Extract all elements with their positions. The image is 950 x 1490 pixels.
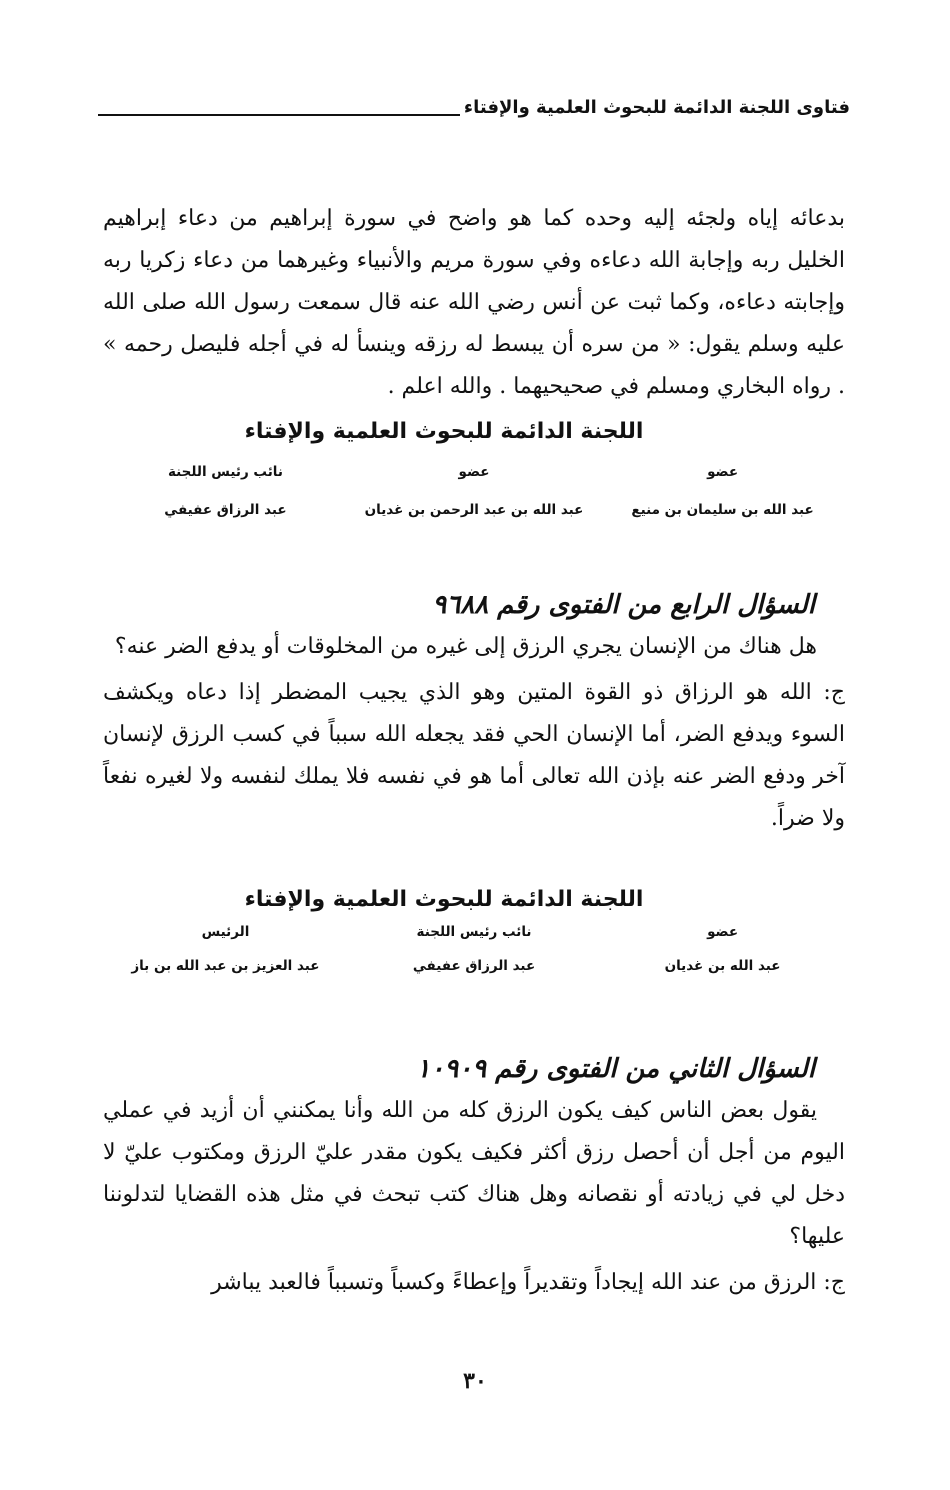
signature-names xyxy=(103,958,845,974)
question-2-block xyxy=(103,1048,845,1304)
signature-role: عضو xyxy=(458,464,490,480)
signature-roles xyxy=(103,464,845,480)
question-heading: السؤال الرابع من الفتوى رقم ٩٦٨٨ xyxy=(432,590,815,620)
committee-signature-1 xyxy=(103,412,845,518)
answer-text: ج: الله هو الرزاق ذو القوة المتين وهو الذي يجيب المضطر إذا دعاه ويكشف السوء ويدفع الضر، أما الإنسان الحي فقد يجعله الله سبباً في كسب الرزق لإنسان آخر ودفع الضر عنه بإذن الله تعالى أما هو في نفسه فلا يملك لنفسه ولا لغيره نفعاً ولا ضراً. xyxy=(103,680,845,831)
answer-text: ج: الرزق من عند الله إيجاداً وتقديراً وإعطاءً وكسباً وتسبباً فالعبد يباشر xyxy=(211,1270,845,1295)
signature-role: نائب رئيس اللجنة xyxy=(167,464,283,480)
signature-roles xyxy=(103,924,845,940)
question-text: يقول بعض الناس كيف يكون الرزق كله من الله وأنا يمكنني أن أزيد في عملي اليوم من أجل أن أحصل رزق أكثر فكيف يكون مقدر عليّ الرزق ومكتوب عليّ لا دخل لي في زيادته أو نقصانه وهل هناك كتب تبحث في مثل هذه القضايا لتدلوننا عليها؟ xyxy=(103,1098,845,1249)
committee-title: اللجنة الدائمة للبحوث العلمية والإفتاء xyxy=(244,419,644,444)
question-heading: السؤال الثاني من الفتوى رقم ١٠٩٠٩ xyxy=(416,1054,815,1084)
header-rule xyxy=(98,114,460,116)
intro-paragraph: بدعائه إياه ولجئه إليه وحده كما هو واضح في سورة إبراهيم من دعاء إبراهيم الخليل ربه وإجابة الله دعاءه وفي سورة مريم والأنبياء وغيرهما من دعاء زكريا ربه وإجابته دعاءه، وكما ثبت عن أنس رضي الله عنه قال سمعت رسول الله صلى الله عليه وسلم يقول: « من سره أن يبسط له رزقه وينسأ له في أجله فليصل رحمه » . رواه البخاري ومسلم في صحيحيهما . والله اعلم . xyxy=(103,206,845,399)
signature-name: عبد العزيز بن عبد الله بن باز xyxy=(131,958,320,974)
signature-names xyxy=(103,502,845,518)
signature-name: عبد الرزاق عفيفي xyxy=(412,958,536,974)
committee-title: اللجنة الدائمة للبحوث العلمية والإفتاء xyxy=(244,887,644,912)
running-header-title: فتاوى اللجنة الدائمة للبحوث العلمية والإفتاء xyxy=(463,97,850,118)
signature-role: الرئيس xyxy=(201,924,250,940)
page-number: ٣٠ xyxy=(463,1368,487,1394)
running-header xyxy=(98,88,850,122)
question-text: هل هناك من الإنسان يجري الرزق إلى غيره من المخلوقات أو يدفع الضر عنه؟ xyxy=(114,634,817,659)
signature-name: عبد الله بن سليمان بن منيع xyxy=(631,502,814,518)
signature-role: عضو xyxy=(707,924,739,940)
question-4-block xyxy=(103,584,845,840)
signature-name: عبد الله بن عبد الرحمن بن غديان xyxy=(364,502,584,518)
signature-role: نائب رئيس اللجنة xyxy=(416,924,532,940)
signature-name: عبد الرزاق عفيفي xyxy=(164,502,287,518)
intro-block xyxy=(103,198,845,408)
signature-role: عضو xyxy=(707,464,739,480)
signature-name: عبد الله بن غديان xyxy=(664,958,781,974)
committee-signature-2 xyxy=(103,880,845,974)
